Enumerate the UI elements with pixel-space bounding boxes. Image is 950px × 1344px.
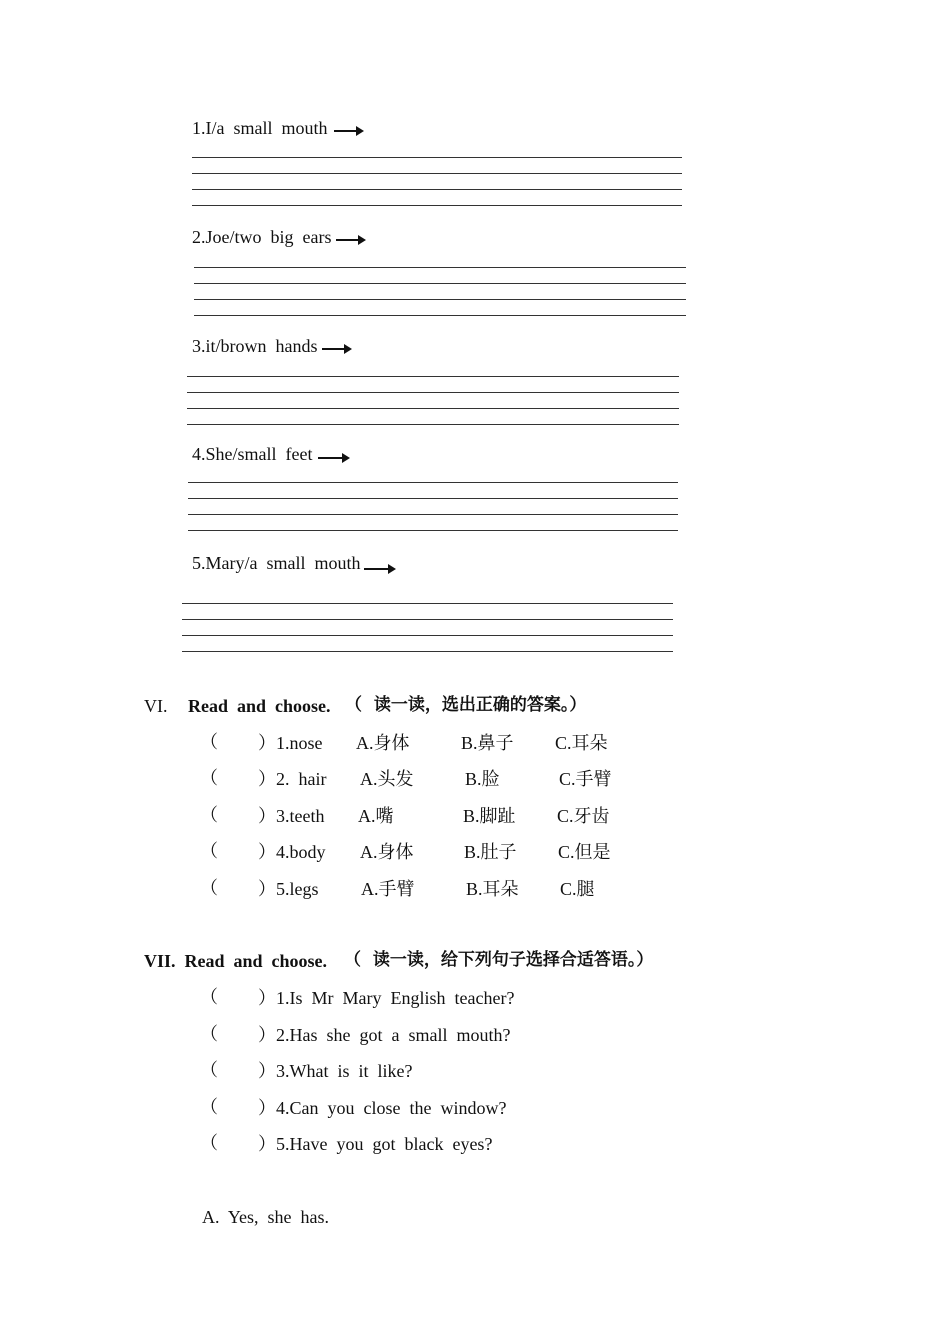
option-b: B.脚趾 <box>463 806 516 826</box>
option-a: A.身体 <box>356 733 410 753</box>
arrow-right-icon <box>364 568 394 570</box>
writing-prompt: 1.I/a small mouth <box>192 118 328 138</box>
answer-line[interactable] <box>188 482 678 483</box>
answer-blank[interactable]: （ <box>200 768 218 789</box>
option-c: C.牙齿 <box>557 806 610 826</box>
answer-line[interactable] <box>187 376 679 377</box>
answer-line[interactable] <box>194 283 686 284</box>
writing-prompt: 2.Joe/two big ears <box>192 227 332 247</box>
question-stem: ）4.body <box>258 842 326 862</box>
option-a: A.身体 <box>360 842 414 862</box>
answer-line[interactable] <box>188 530 678 531</box>
answer-option: A. Yes, she has. <box>202 1207 330 1227</box>
answer-line[interactable] <box>188 498 678 499</box>
answer-line[interactable] <box>182 651 673 652</box>
option-c: C.手臂 <box>559 769 612 789</box>
answer-blank[interactable]: （ <box>200 841 218 862</box>
writing-prompt: 3.it/brown hands <box>192 336 318 356</box>
option-a: A.嘴 <box>358 806 394 826</box>
answer-blank[interactable]: （ <box>200 1097 218 1118</box>
answer-line[interactable] <box>188 514 678 515</box>
question-stem: ）5.Have you got black eyes? <box>258 1134 493 1154</box>
arrow-right-icon <box>334 130 362 132</box>
answer-line[interactable] <box>194 315 686 316</box>
option-c: C.但是 <box>558 842 611 862</box>
question-stem: ）2.Has she got a small mouth? <box>258 1025 511 1045</box>
answer-blank[interactable]: （ <box>200 1024 218 1045</box>
answer-blank[interactable]: （ <box>200 987 218 1008</box>
arrow-right-icon <box>336 239 364 241</box>
arrow-right-icon <box>322 348 350 350</box>
answer-line[interactable] <box>182 619 673 620</box>
writing-prompt: 4.She/small feet <box>192 444 313 464</box>
question-stem: ）3.teeth <box>258 806 325 826</box>
answer-line[interactable] <box>187 392 679 393</box>
question-stem: ）4.Can you close the window? <box>258 1098 507 1118</box>
answer-line[interactable] <box>192 205 682 206</box>
answer-blank[interactable]: （ <box>200 878 218 899</box>
section-instruction: （ 读一读，给下列句子选择合适答语。） <box>344 950 654 970</box>
answer-blank[interactable]: （ <box>200 732 218 753</box>
question-stem: ）2. hair <box>258 769 327 789</box>
option-c: C.耳朵 <box>555 733 608 753</box>
question-stem: ）3.What is it like? <box>258 1061 413 1081</box>
question-stem: ）1.nose <box>258 733 323 753</box>
answer-line[interactable] <box>182 603 673 604</box>
answer-line[interactable] <box>194 299 686 300</box>
writing-prompt: 5.Mary/a small mouth <box>192 553 361 573</box>
answer-blank[interactable]: （ <box>200 1060 218 1081</box>
question-stem: ）1.Is Mr Mary English teacher? <box>258 988 515 1008</box>
answer-line[interactable] <box>187 424 679 425</box>
option-b: B.脸 <box>465 769 500 789</box>
option-a: A.手臂 <box>361 879 415 899</box>
section-title: Read and choose. <box>188 696 331 716</box>
answer-line[interactable] <box>182 635 673 636</box>
question-stem: ）5.legs <box>258 879 319 899</box>
section-title: VII. Read and choose. <box>144 951 328 971</box>
answer-blank[interactable]: （ <box>200 805 218 826</box>
section-number: VI. <box>144 696 168 716</box>
answer-line[interactable] <box>187 408 679 409</box>
answer-line[interactable] <box>192 173 682 174</box>
option-b: B.肚子 <box>464 842 517 862</box>
section-instruction: （ 读一读，选出正确的答案。） <box>345 695 587 715</box>
option-a: A.头发 <box>360 769 414 789</box>
answer-line[interactable] <box>192 157 682 158</box>
answer-line[interactable] <box>192 189 682 190</box>
option-b: B.鼻子 <box>461 733 514 753</box>
arrow-right-icon <box>318 457 348 459</box>
answer-line[interactable] <box>194 267 686 268</box>
option-b: B.耳朵 <box>466 879 519 899</box>
answer-blank[interactable]: （ <box>200 1133 218 1154</box>
option-c: C.腿 <box>560 879 595 899</box>
